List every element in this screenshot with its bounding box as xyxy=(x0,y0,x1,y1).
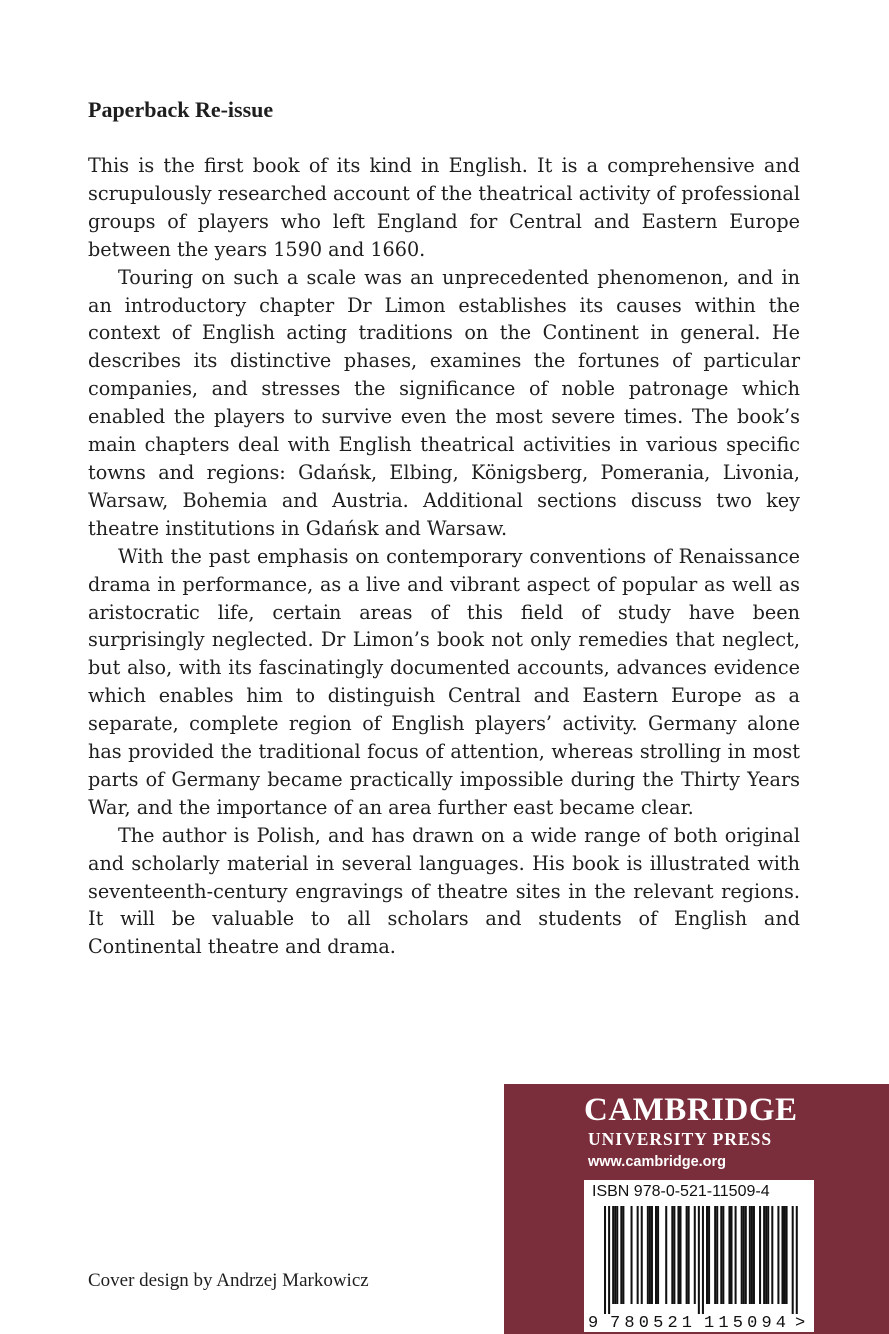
isbn-number: ISBN 978-0-521-11509-4 xyxy=(592,1183,770,1200)
blurb-paragraph: Touring on such a scale was an unprecedented phenomenon, and in an introductory chapter Dr Limon establishes its causes within the context of English acting traditions on the Continent in general. He describes its distinctive phases, examines the fortunes of particular companies, and stresses the significance of noble patronage which enabled the players to survive even the most severe times. The book’s main chapters deal with English theatrical activities in various specific towns and regions: Gdańsk, Elbing, Königsberg, Pomerania, Livonia, Warsaw, Bohemia and Austria. Additional sections discuss two key theatre institutions in Gdańsk and Warsaw. xyxy=(88,265,800,540)
barcode-quiet-mark: > xyxy=(795,1314,806,1332)
barcode-bar xyxy=(749,1206,751,1304)
barcode-bar xyxy=(765,1206,767,1304)
barcode-bar xyxy=(649,1206,651,1304)
barcode-bar xyxy=(777,1206,779,1304)
barcode-bar xyxy=(616,1206,618,1304)
barcode-bar xyxy=(722,1206,724,1304)
barcode-bar xyxy=(743,1206,745,1304)
barcode-bar xyxy=(622,1206,624,1304)
barcode-bar xyxy=(720,1206,722,1304)
blurb-paragraph: With the past emphasis on contemporary conventions of Renaissance drama in performance, as a live and vibrant aspect of popular as well as aristocratic life, certain areas of this field of study have been surprisingly neglected. Dr Limon’s book not only remedies that neglect, but also, with its fascinatingly documented accounts, advances evidence which enables him to distinguish Central and Eastern Europe as a separate, complete region of English players’ activity. Germany alone has provided the traditional focus of attention, whereas strolling in most parts of Germany became practically impossible during the Thirty Years War, and the importance of an area further east became clear. xyxy=(88,544,800,819)
barcode-bar xyxy=(716,1206,718,1304)
barcode-bar xyxy=(751,1206,753,1304)
barcode-bar xyxy=(673,1206,675,1304)
barcode-bar xyxy=(637,1206,639,1304)
barcode-bar xyxy=(651,1206,653,1304)
barcode-bar xyxy=(767,1206,769,1304)
publisher-website: www.cambridge.org xyxy=(588,1154,727,1170)
barcode-bar xyxy=(657,1206,659,1304)
barcode-bar xyxy=(608,1206,610,1314)
barcode-bars xyxy=(604,1206,798,1314)
publisher-panel xyxy=(504,1084,889,1334)
cover-design-credit: Cover design by Andrzej Markowicz xyxy=(88,1270,369,1291)
blurb-paragraph: This is the first book of its kind in English. It is a comprehensive and scrupulously researched account of the theatrical activity of professional groups of players who left England for Central and Eastern Europe between the years 1590 and 1660. xyxy=(88,154,800,261)
barcode-bar xyxy=(688,1206,690,1304)
barcode-bar xyxy=(694,1206,696,1304)
barcode-bar xyxy=(771,1206,773,1304)
barcode-bar xyxy=(745,1206,747,1304)
barcode-bar xyxy=(784,1206,786,1304)
barcode-bar xyxy=(741,1206,743,1304)
blurb-text xyxy=(88,152,800,961)
barcode-bar xyxy=(728,1206,730,1304)
barcode-bar xyxy=(759,1206,761,1304)
blurb-paragraph: The author is Polish, and has drawn on a wide range of both original and scholarly material in several languages. His book is illustrated with seventeenth-century engravings of theatre sites in the relevant regions. It will be valuable to all scholars and students of English and Continental theatre and drama. xyxy=(88,823,800,959)
barcode-bar xyxy=(679,1206,681,1304)
barcode-bar xyxy=(686,1206,688,1304)
barcode-bar xyxy=(792,1206,794,1314)
barcode-bar xyxy=(786,1206,788,1304)
barcode-box xyxy=(584,1180,814,1332)
barcode-bar xyxy=(714,1206,716,1304)
barcode-bar xyxy=(702,1206,704,1314)
barcode-graphic xyxy=(584,1180,814,1332)
barcode-bar xyxy=(614,1206,616,1304)
barcode-bar xyxy=(604,1206,606,1314)
barcode-bar xyxy=(753,1206,755,1304)
barcode-right-digits: 115094 xyxy=(704,1314,786,1332)
barcode-bar xyxy=(763,1206,765,1304)
barcode-bar xyxy=(730,1206,732,1304)
publisher-logo-name: CAMBRIDGE xyxy=(584,1092,798,1128)
barcode-bar xyxy=(671,1206,673,1304)
barcode-bar xyxy=(612,1206,614,1304)
barcode-bar xyxy=(706,1206,708,1304)
publisher-logo-subtitle: UNIVERSITY PRESS xyxy=(588,1129,773,1149)
barcode-left-digits: 780521 xyxy=(610,1314,692,1332)
barcode-bar xyxy=(708,1206,710,1304)
barcode-bar xyxy=(631,1206,633,1304)
barcode-bar xyxy=(647,1206,649,1304)
barcode-bar xyxy=(665,1206,667,1304)
barcode-bar xyxy=(698,1206,700,1314)
barcode-bar xyxy=(735,1206,737,1304)
barcode-bar xyxy=(655,1206,657,1304)
barcode-bar xyxy=(620,1206,622,1304)
barcode-bar xyxy=(641,1206,643,1304)
cover-heading: Paperback Re-issue xyxy=(88,97,274,122)
barcode-bar xyxy=(677,1206,679,1304)
barcode-first-digit: 9 xyxy=(588,1314,599,1332)
barcode-bar xyxy=(796,1206,798,1314)
barcode-bar xyxy=(781,1206,783,1304)
